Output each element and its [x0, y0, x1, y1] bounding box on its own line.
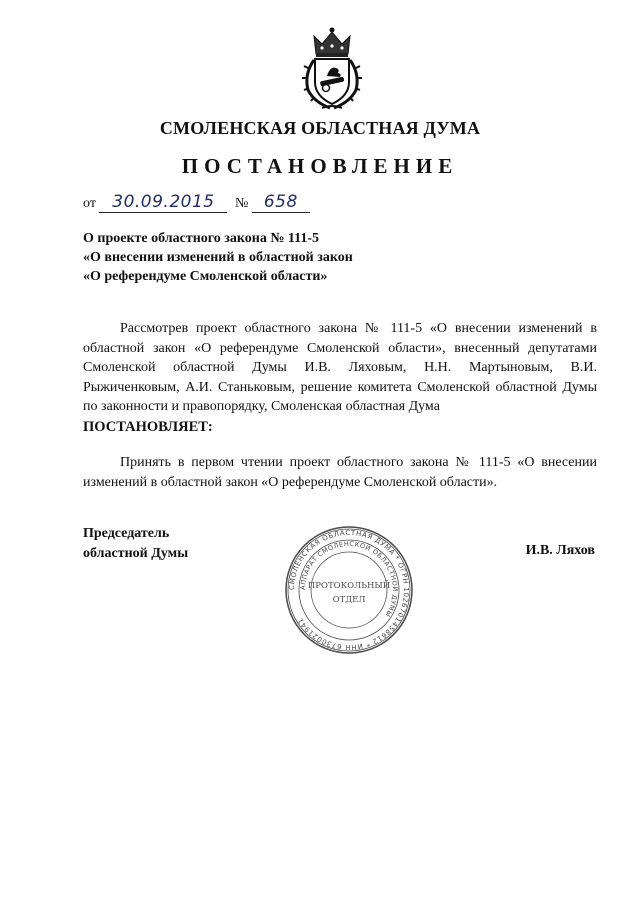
signatory-name: И.В. Ляхов: [525, 543, 595, 558]
stamp-center-line-2: ОТДЕЛ: [332, 595, 366, 605]
signatory-title: [83, 524, 188, 564]
signatory-title-line-2: областной Думы: [83, 546, 189, 561]
resolves-heading: ПОСТАНОВЛЯЕТ:: [83, 419, 213, 435]
official-round-stamp: [283, 524, 415, 656]
date-prefix: от: [83, 196, 96, 211]
coat-of-arms-emblem: [300, 24, 364, 112]
signatory-title-line-1: Председатель: [83, 526, 170, 541]
date-value: 30.09.2015: [99, 192, 227, 213]
subject-line-1: О проекте областного закона № 111-5: [83, 231, 320, 246]
subject-line-3: «О референдуме Смоленской области»: [83, 269, 328, 284]
stamp-center-line-1: ПРОТОКОЛЬНЫЙ: [307, 581, 391, 591]
date-number-row: [83, 192, 343, 216]
number-prefix: №: [234, 196, 249, 211]
document-subject: [83, 229, 353, 286]
stamp-outer-ring-text: СМОЛЕНСКАЯ ОБЛАСТНАЯ ДУМА * ОГРН 1026701458612 * ИНН 6730021941: [287, 528, 411, 652]
body-paragraph-preamble: Рассмотрев проект областного закона № 111-5 «О внесении изменений в областной закон «О референдуме Смоленской области», внесенный депутатами Смоленской областной Думы И.В. Ляховым, Н.Н. Мартыновым, В.И. Рыжиченковым, А.И. Станьковым, решение комитета Смоленской областной Думы по законности и правопорядку, Смоленская областная Дума: [83, 321, 597, 414]
number-value: 658: [252, 192, 310, 213]
document-type-heading: ПОСТАНОВЛЕНИЕ: [181, 154, 459, 178]
stamp-inner-ring-text: АППАРАТ СМОЛЕНСКОЙ ОБЛАСТНОЙ ДУМЫ: [298, 539, 400, 619]
subject-line-2: «О внесении изменений в областной закон: [83, 250, 353, 265]
organization-title: СМОЛЕНСКАЯ ОБЛАСТНАЯ ДУМА: [159, 118, 481, 138]
body-paragraph-decision: Принять в первом чтении проект областного закона № 111-5 «О внесении изменений в областной закон «О референдуме Смоленской области».: [83, 455, 597, 490]
